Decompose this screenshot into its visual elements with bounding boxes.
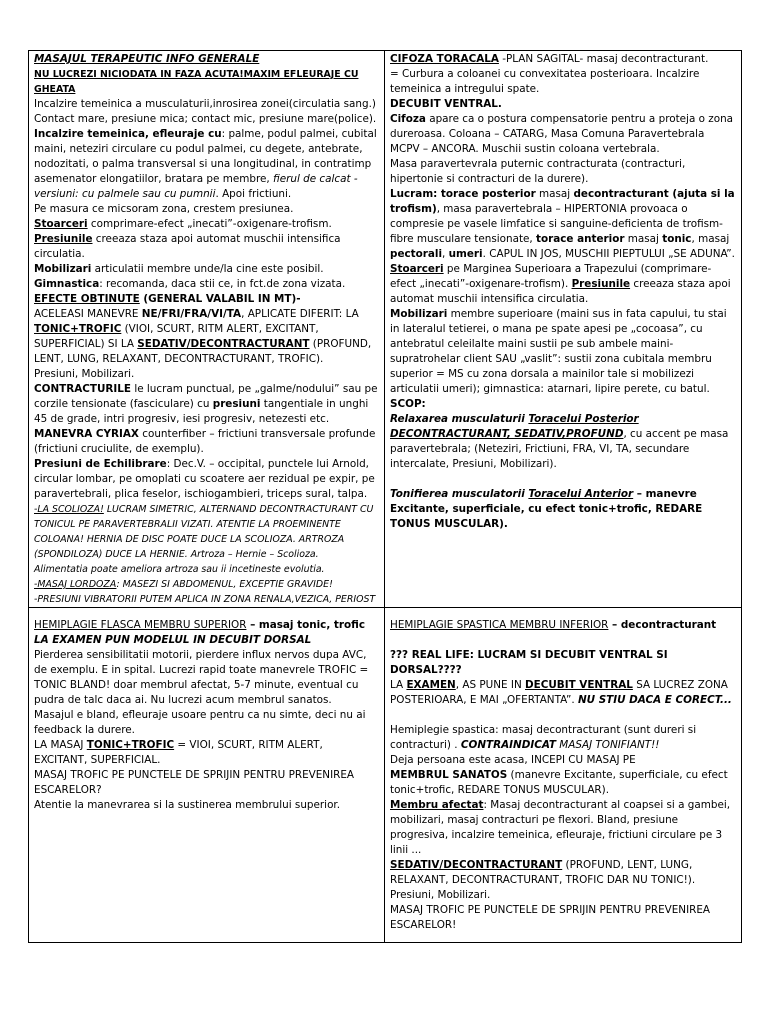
paragraph: [34, 768, 379, 798]
text-run: = VIOI, SCURT, RITM ALERT, EXCITANT, SUPERFICIAL.: [34, 739, 323, 766]
text-run: torace anterior: [536, 233, 625, 245]
text-run: NU LUCREZI NICIODATA IN FAZA ACUTA!MAXIM EFLEURAJE CU GHEATA: [34, 69, 359, 95]
paragraph: [390, 903, 736, 933]
text-run: Cifoza: [390, 113, 426, 125]
text-run: , masaj: [691, 233, 730, 245]
text-run: (GENERAL VALABIL IN MT)-: [139, 293, 301, 305]
text-run: Alimentatia poate ameliora artroza sau ii incetineste evolutia.: [34, 564, 325, 575]
text-run: HEMIPLAGIE FLASCA MEMBRU SUPERIOR: [34, 619, 247, 631]
text-run: articulatii membre unde/la cine este posibil.: [91, 263, 324, 275]
paragraph: [34, 277, 379, 292]
text-run: Atentie la manevrarea si la sustinerea membrului superior.: [34, 799, 341, 811]
text-run: LUCRAM SIMETRIC, ALTERNAND DECONTRACTURANT CU TONICUL PE PARAVERTEBRALII VIZATI. ATENTIE LA PROEMINENTE COLOANA! HERNIA DE DISC POATE DUCE LA SCOLIOZA. ARTROZA (SPONDILOZA) DUCE LA HERNIE. Artroza – Hernie – Scolioza.: [34, 504, 374, 560]
text-run: : Dec.V. – occipital, punctele lui Arnold, circular lombar, pe omoplati cu scoatere aer rezidual pe expir, pe paravertebrali, plica feselor, ischiogambieri, triceps sural, talpa.: [34, 458, 375, 500]
text-run: Hemiplegie spastica: masaj decontracturant (sunt dureri si contracturi) .: [390, 724, 697, 751]
paragraph: [34, 367, 379, 382]
text-run: . Apoi frictiuni.: [215, 188, 292, 200]
text-run: CONTRAINDICAT: [460, 739, 556, 751]
text-run: LA MASAJ: [34, 739, 87, 751]
text-run: – masaj tonic, trofic: [246, 619, 365, 631]
text-run: masaj: [624, 233, 663, 245]
text-run: decontracturant (ajuta si la trofism): [390, 188, 735, 215]
text-run: (manevre Excitante, superficiale, cu efect tonic+trofic, REDARE TONUS MUSCULAR).: [390, 769, 728, 796]
text-run: -LA SCOLIOZA!: [34, 504, 104, 515]
text-run: comprimare-efect „inecati”-oxigenare-trofism.: [87, 218, 332, 230]
text-run: Presiunile: [34, 233, 93, 245]
text-run: tangentiale in unghi 45 de grade, intri progresiv, iesi progresiv, netezesti etc.: [34, 398, 369, 425]
text-run: Presiunile: [571, 278, 631, 290]
text-run: TONIC+TROFIC: [34, 323, 122, 335]
paragraph: [34, 708, 379, 738]
text-run: -MASAJ LORDOZA: [34, 579, 117, 590]
text-run: Masajul e bland, efleuraje usoare pentru ca nu simte, deci nu ai feedback la durere.: [34, 709, 366, 736]
paragraph: [390, 472, 736, 487]
paragraph: [34, 67, 379, 97]
paragraph: [34, 112, 379, 127]
paragraph: [390, 723, 736, 753]
paragraph: [390, 112, 736, 157]
text-run: -PLAN SAGITAL- masaj decontracturant.: [498, 53, 709, 65]
text-run: Gimnastica: [34, 278, 100, 290]
text-run: MANEVRA CYRIAX: [34, 428, 139, 440]
text-run: EXAMEN: [406, 679, 456, 691]
text-run: creeaza staza apoi automat muschii intensifica circulatia.: [390, 278, 731, 305]
paragraph: [390, 487, 736, 532]
paragraph: [34, 307, 379, 367]
paragraph: [390, 633, 736, 648]
text-run: Lucram: torace posterior: [390, 188, 536, 200]
text-run: , masa paravertebrala – HIPERTONIA provoaca o compresie pe vasele limfatice si sanguine-deficienta de trofism-fibre musculare tensionate,: [390, 203, 723, 245]
text-run: counterfiber – frictiuni transversale profunde (frictiuni cruciulite, de exemplu).: [34, 428, 376, 455]
paragraph: [34, 127, 379, 202]
text-run: tonic: [662, 233, 692, 245]
text-run: Toracelui Anterior: [528, 488, 634, 500]
paragraph: [390, 307, 736, 397]
text-run: Stoarceri: [34, 218, 88, 230]
paragraph: [390, 858, 736, 888]
paragraph: [390, 618, 736, 633]
text-run: MASAJ TROFIC PE PUNCTELE DE SPRIJIN PENTRU PREVENIREA ESCARELOR!: [390, 904, 711, 931]
text-run: DECUBIT VENTRAL.: [390, 98, 502, 110]
paragraph: [34, 292, 379, 307]
text-run: = Curbura a coloanei cu convexitatea posterioara. Incalzire temeinica a intregului spate.: [390, 68, 700, 95]
text-run: LA: [390, 679, 407, 691]
paragraph: [390, 187, 736, 262]
paragraph: [34, 648, 379, 708]
text-run: -PRESIUNI VIBRATORII PUTEM APLICA IN ZONA RENALA,VEZICA, PERIOST: [34, 594, 376, 605]
text-run: Pierderea sensibilitatii motorii, pierdere influx nervos dupa AVC, de exemplu. E in spital. Lucrezi rapid toate manevrele TROFIC = TONIC BLAND! doar membrul afectat, 5-7 minute, eventual cu pudra de talc daca ai. Nu lucrezi acum membrul sanatos.: [34, 649, 369, 706]
text-run: EFECTE OBTINUTE: [34, 293, 140, 305]
table-row: [29, 51, 742, 608]
text-run: Contact mare, presiune mica; contact mic, presiune mare(police).: [34, 113, 377, 125]
paragraph: [390, 888, 736, 903]
text-run: pectorali: [390, 248, 443, 260]
text-run: Masa paravertevrala puternic contracturata (contracturi, hipertonie si contracturi de la durere).: [390, 158, 686, 185]
paragraph: [34, 457, 379, 502]
paragraph: [34, 577, 379, 592]
cell-spastic-hemiplegia: [385, 608, 742, 943]
text-run: TONIC+TROFIC: [86, 739, 175, 751]
paragraph: [390, 397, 736, 412]
paragraph: [34, 562, 379, 577]
text-run: SCOP:: [390, 398, 426, 410]
paragraph: [34, 633, 379, 648]
paragraph: [34, 52, 379, 67]
text-run: presiuni: [212, 398, 261, 410]
text-run: (PROFUND, LENT, LUNG, RELAXANT, DECONTRACTURANT, TROFIC DAR NU TONIC!).: [390, 859, 696, 886]
cell-thoracic-kyphosis: [385, 51, 742, 608]
paragraph: [34, 217, 379, 232]
text-run: Stoarceri: [390, 263, 444, 275]
text-run: , AS PUNE IN: [455, 679, 526, 691]
paragraph: [34, 502, 379, 562]
text-run: MASAJUL TERAPEUTIC INFO GENERALE: [34, 53, 260, 65]
text-run: membre superioare (maini sus in fata capului, tu stai in lateralul tetierei, o mana pe spate apesi pe „cocoasa”, cu antebratul celeilalte maini sustii pe sub ambele maini-supratrohelar client SAU „vaslit”: sustii zona cubitala membru superior = MS cu zona dorsala a mainilor tale si mobilizezi articulatii umeri); gimnastica: atarnari, lipire perete, cu batul.: [390, 308, 727, 395]
text-run: Membru afectat: [390, 799, 484, 811]
paragraph: [390, 157, 736, 187]
text-run: Mobilizari: [34, 263, 92, 275]
text-run: CIFOZA TORACALA: [390, 53, 499, 65]
text-run: CONTRACTURILE: [34, 383, 132, 395]
paragraph: [390, 648, 736, 678]
text-run: MEMBRUL SANATOS: [390, 769, 508, 781]
paragraph: [34, 97, 379, 112]
paragraph: [34, 738, 379, 768]
paragraph: [34, 592, 379, 607]
text-run: Incalzire temeinica a musculaturii,inrosirea zonei(circulatia sang.): [34, 98, 376, 110]
paragraph: [34, 202, 379, 217]
text-run: Presiuni, Mobilizari.: [34, 368, 135, 380]
text-run: le lucram punctual, pe „galme/nodului” sau pe corzile tensionate (fasciculare) cu: [34, 383, 378, 410]
text-run: : palme, podul palmei, cubital maini, neteziri circulare cu podul palmei, cu degete, antebrate, nodozitati, o palma transversal si una longitudinal, in contratimp asemenator elongatiilor, bratara pe membre,: [34, 128, 377, 185]
paragraph: [390, 678, 736, 708]
text-run: NE/FRI/FRA/VI/TA: [141, 308, 242, 320]
text-run: Deja persoana este acasa, INCEPI CU MASAJ PE: [390, 754, 636, 766]
text-run: umeri: [448, 248, 483, 260]
text-run: Pe masura ce micsoram zona, crestem presiunea.: [34, 203, 294, 215]
text-run: Presiuni de Echilibrare: [34, 458, 167, 470]
paragraph: [390, 262, 736, 307]
paragraph: [390, 67, 736, 97]
text-run: , cu accent pe masa paravertebrala; (Neteziri, Frictiuni, FRA, VI, TA, secundare intercalate, Presiuni, Mobilizari).: [390, 428, 729, 470]
paragraph: [34, 427, 379, 457]
text-run: , APLICATE DIFERIT: LA: [241, 308, 359, 320]
text-run: – manevre Excitante, superficiale, cu efect tonic+trofic, REDARE TONUS MUSCULAR).: [390, 488, 703, 530]
text-run: NU STIU DACA E CORECT...: [577, 694, 732, 706]
notes-table: [28, 50, 742, 943]
paragraph: [390, 753, 736, 768]
paragraph: [390, 768, 736, 798]
text-run: – decontracturant: [608, 619, 717, 631]
paragraph: [390, 798, 736, 858]
text-run: : MASEZI SI ABDOMENUL, EXCEPTIE GRAVIDE!: [116, 579, 333, 590]
cell-general-info: [29, 51, 385, 608]
text-run: SEDATIV/DECONTRACTURANT: [137, 338, 310, 350]
paragraph: [390, 708, 736, 723]
text-run: LA EXAMEN PUN MODELUL IN DECUBIT DORSAL: [34, 634, 312, 646]
text-run: . CAPUL IN JOS, MUSCHII PIEPTULUI „SE ADUNA”.: [482, 248, 735, 260]
cell-flaccid-hemiplegia: [29, 608, 385, 943]
text-run: Tonifierea musculatorii: [390, 488, 529, 500]
text-run: : recomanda, daca stii ce, in fct.de zona vizata.: [99, 278, 346, 290]
text-run: masaj: [535, 188, 574, 200]
text-run: ??? REAL LIFE: LUCRAM SI DECUBIT VENTRAL SI DORSAL????: [390, 649, 668, 676]
text-run: SEDATIV/DECONTRACTURANT: [390, 859, 563, 871]
text-run: MASAJ TONIFIANT!!: [555, 739, 660, 751]
text-run: SA LUCREZ ZONA POSTERIOARA, E MAI „OFERTANTA”.: [390, 679, 728, 706]
text-run: Relaxarea musculaturii: [390, 413, 529, 425]
paragraph: [34, 382, 379, 427]
paragraph: [34, 262, 379, 277]
text-run: MASAJ TROFIC PE PUNCTELE DE SPRIJIN PENTRU PREVENIREA ESCARELOR?: [34, 769, 355, 796]
text-run: ACELEASI MANEVRE: [34, 308, 142, 320]
text-run: Mobilizari: [390, 308, 448, 320]
text-run: DECUBIT VENTRAL: [525, 679, 633, 691]
text-run: fierul de calcat - versiuni: cu palmele sau cu pumnii: [34, 173, 358, 200]
paragraph: [390, 412, 736, 472]
text-run: : Masaj decontracturant al coapsei si a gambei, mobilizari, masaj contracturi pe flexori. Bland, presiune progresiva, incalzire temeinica, efleuraje, frictiuni circulare pe 3 linii ...: [390, 799, 731, 856]
text-run: (VIOI, SCURT, RITM ALERT, EXCITANT, SUPERFICIAL) SI LA: [34, 323, 319, 350]
text-run: pe Marginea Superioara a Trapezului (comprimare-efect „inecati”-oxigenare-trofism).: [390, 263, 712, 290]
table-row: [29, 608, 742, 943]
paragraph: [34, 618, 379, 633]
text-run: creeaza staza apoi automat muschii intensifica circulatia.: [34, 233, 341, 260]
text-run: HEMIPLAGIE SPASTICA MEMBRU INFERIOR: [390, 619, 609, 631]
text-run: Toracelui Posterior DECONTRACTURANT, SEDATIV,PROFUND: [390, 413, 639, 440]
paragraph: [34, 798, 379, 813]
text-run: Presiuni, Mobilizari.: [390, 889, 491, 901]
paragraph: [34, 232, 379, 262]
text-run: (PROFUND, LENT, LUNG, RELAXANT, DECONTRACTURANT, TROFIC).: [34, 338, 372, 365]
paragraph: [390, 52, 736, 67]
text-run: Incalzire temeinica, efleuraje cu: [34, 128, 222, 140]
text-run: ,: [442, 248, 449, 260]
paragraph: [390, 97, 736, 112]
text-run: apare ca o postura compensatorie pentru a proteja o zona dureroasa. Coloana – CATARG, Masa Comuna Paravertebrala MCPV – ANCORA. Muschii sustin coloana vertebrala.: [390, 113, 734, 155]
